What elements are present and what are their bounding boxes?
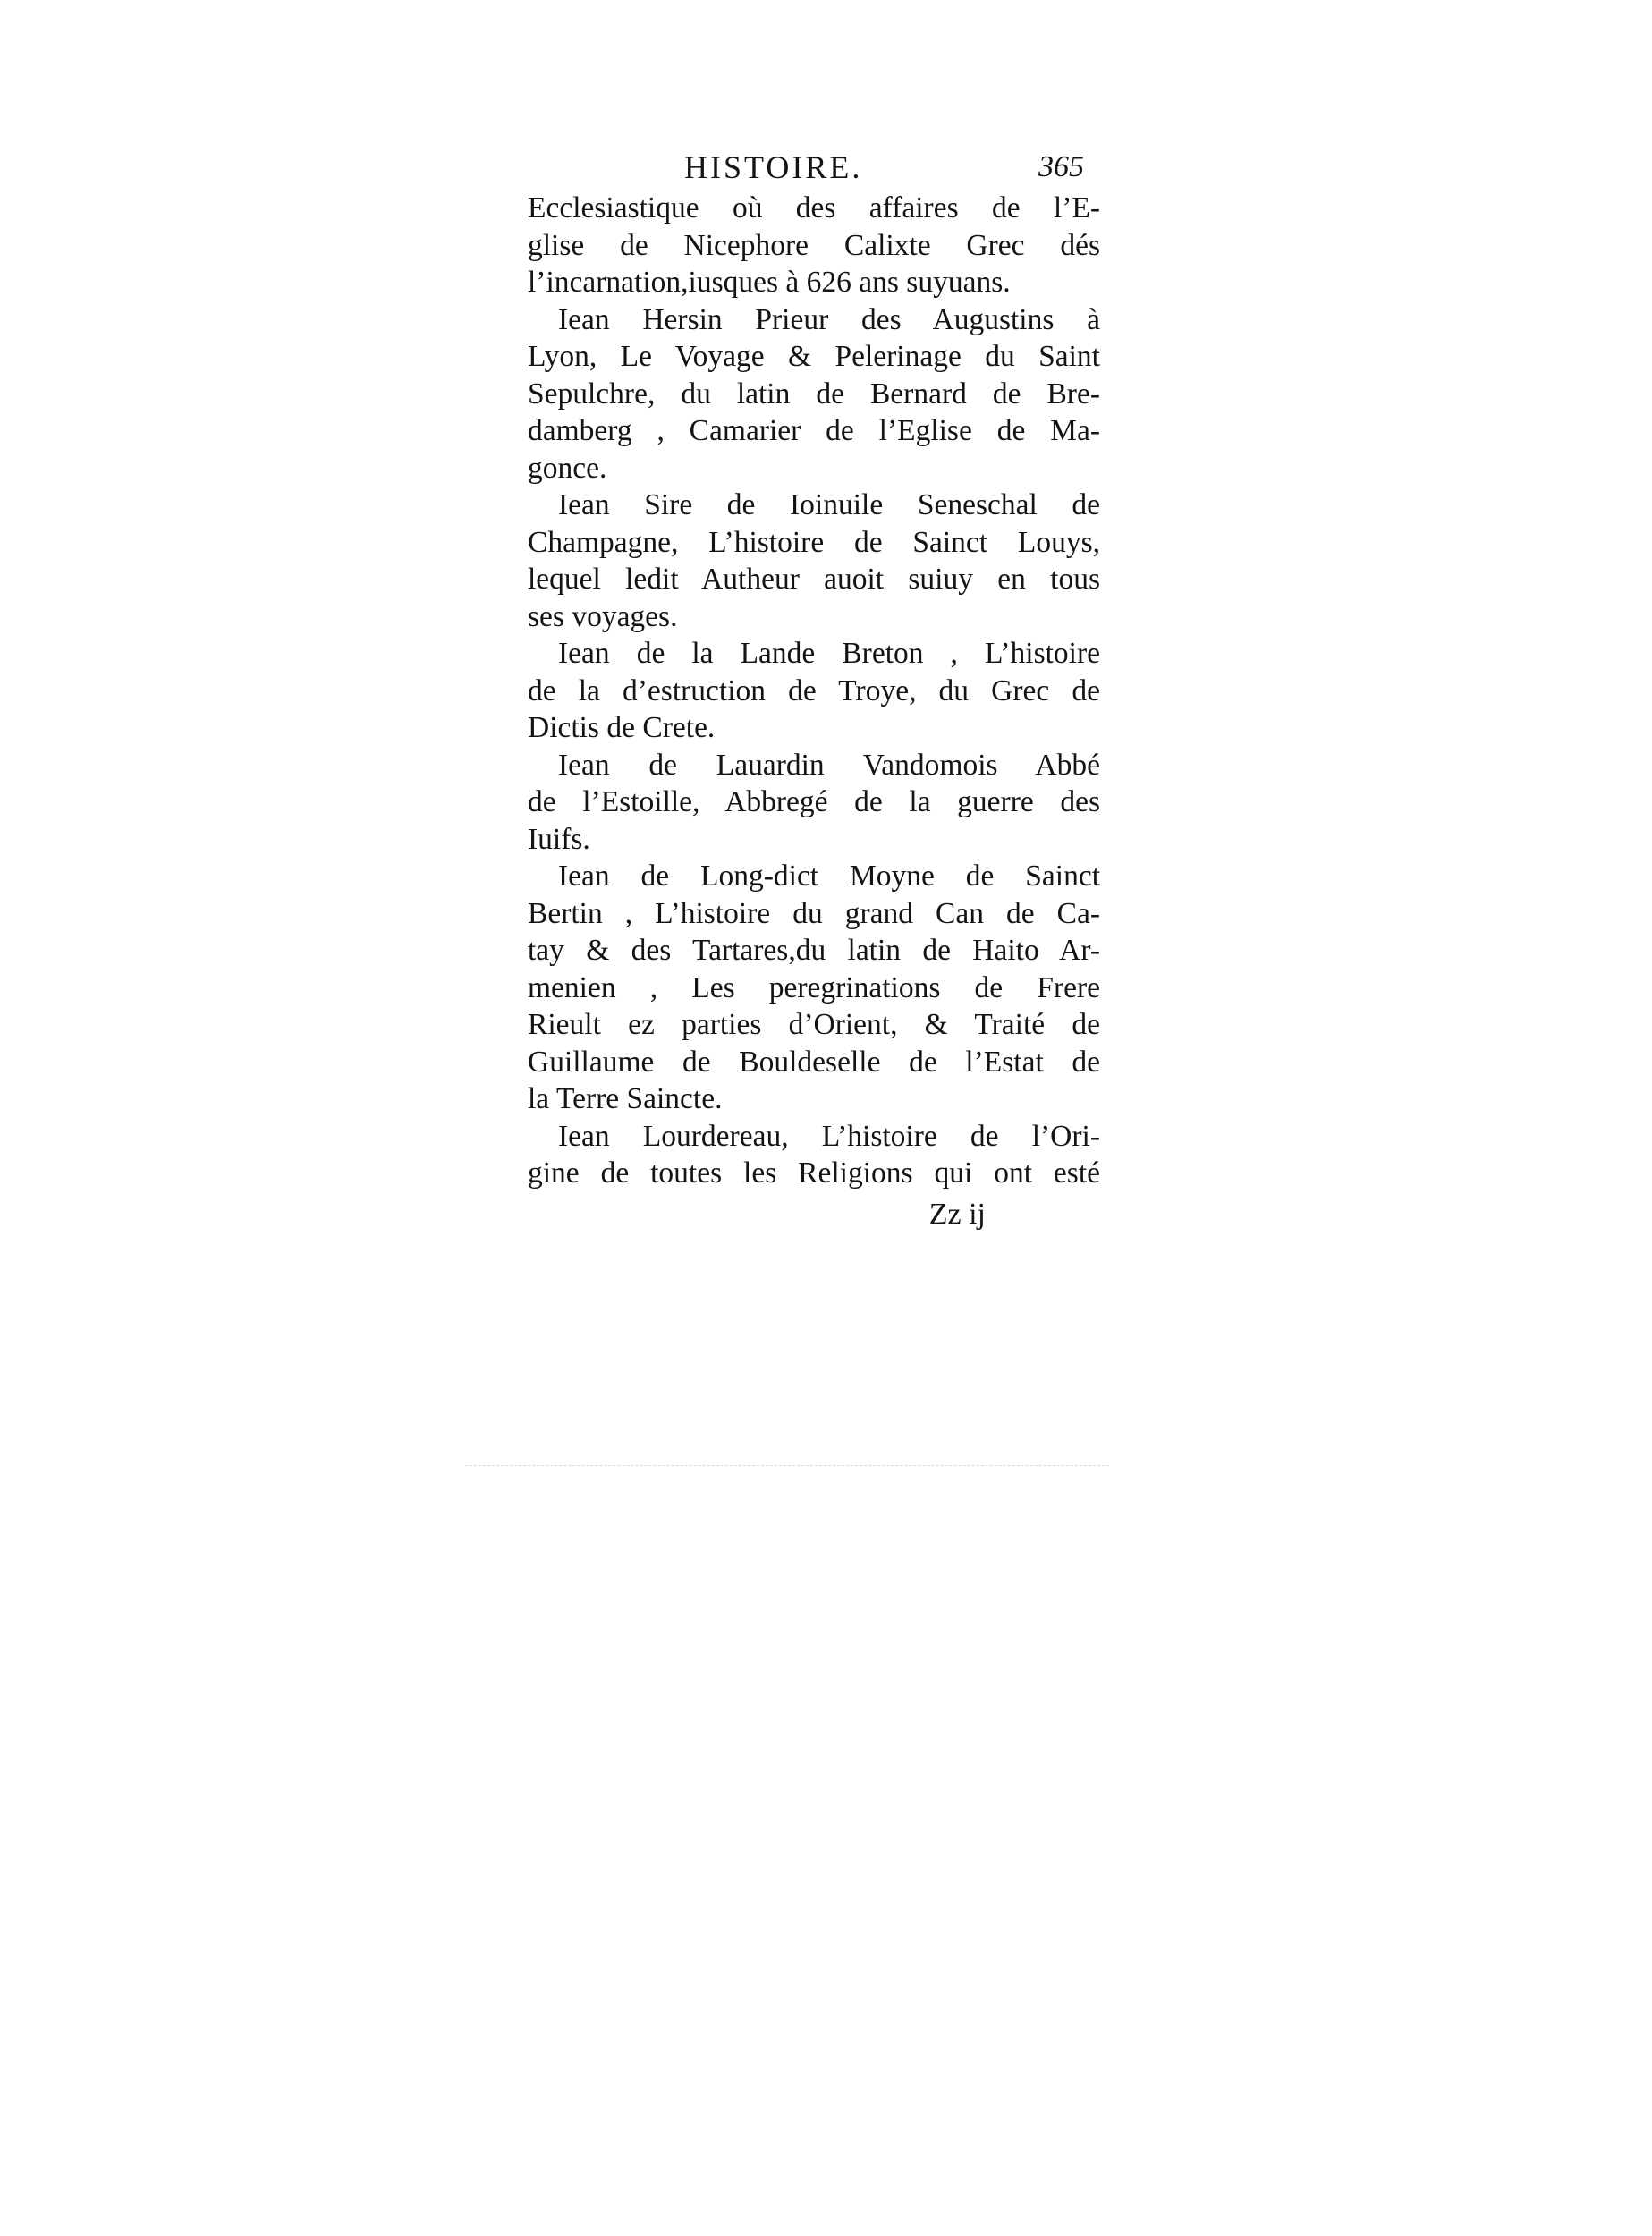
scan-artifact-line [465, 1465, 1109, 1467]
entry-ioinuile [528, 487, 1100, 635]
text-line: Rieult ez parties d’Orient, & Traité de [528, 1008, 1100, 1041]
signature-mark [528, 1192, 1100, 1237]
text-line: Champagne, L’histoire de Sainct Louys, [528, 525, 1100, 559]
text-line: Iean de Lauardin Vandomois Abbé [558, 748, 1100, 782]
text-line: lequel ledit Autheur auoit suiuy en tous [528, 563, 1100, 596]
entry-lauardin [528, 747, 1100, 859]
text-line: de la d’estruction de Troye, du Grec de [528, 673, 1100, 707]
text-line: Sepulchre, du latin de Bernard de Bre- [528, 377, 1100, 411]
page-number: 365 [1038, 150, 1084, 183]
text-block [528, 145, 1100, 1237]
text-line: gine de toutes les Religions qui ont esté [528, 1156, 1100, 1190]
text-line: Bertin , L’histoire du grand Can de Ca- [528, 896, 1100, 930]
text-line: Iean de la Lande Breton , L’histoire [558, 637, 1100, 670]
text-line: gonce. [528, 451, 607, 485]
text-line: Iuifs. [528, 822, 590, 856]
text-line: Iean Hersin Prieur des Augustins à [558, 302, 1100, 336]
text-line: Iean Sire de Ioinuile Seneschal de [558, 488, 1100, 521]
entry-long-dict [528, 858, 1100, 1118]
entry-hersin [528, 301, 1100, 487]
text-line: Ecclesiastique où des affaires de l’E- [528, 191, 1100, 224]
text-line: glise de Nicephore Calixte Grec dés [528, 228, 1100, 262]
text-line: Lyon, Le Voyage & Pelerinage du Saint [528, 340, 1100, 373]
running-title: HISTOIRE. [684, 149, 863, 185]
signature-text: Zz ij [928, 1197, 986, 1231]
text-line: la Terre Saincte. [528, 1082, 723, 1115]
entry-continuation [528, 190, 1100, 301]
text-line: tay & des Tartares,du latin de Haito Ar- [528, 934, 1100, 967]
text-line: ses voyages. [528, 599, 678, 633]
text-line: Dictis de Crete. [528, 711, 716, 744]
page-header [528, 145, 1100, 190]
text-line: Iean de Long-dict Moyne de Sainct [558, 860, 1100, 893]
text-line: menien , Les peregrinations de Frere [528, 970, 1100, 1004]
text-line: de l’Estoille, Abbregé de la guerre des [528, 785, 1100, 818]
text-line: Guillaume de Bouldeselle de l’Estat de [528, 1045, 1100, 1079]
text-line: damberg , Camarier de l’Eglise de Ma- [528, 414, 1100, 447]
text-line: Iean Lourdereau, L’histoire de l’Ori- [558, 1119, 1100, 1153]
entry-lande [528, 635, 1100, 747]
text-line: l’incarnation,iusques à 626 ans suyuans. [528, 266, 1011, 299]
entry-lourdereau [528, 1118, 1100, 1192]
